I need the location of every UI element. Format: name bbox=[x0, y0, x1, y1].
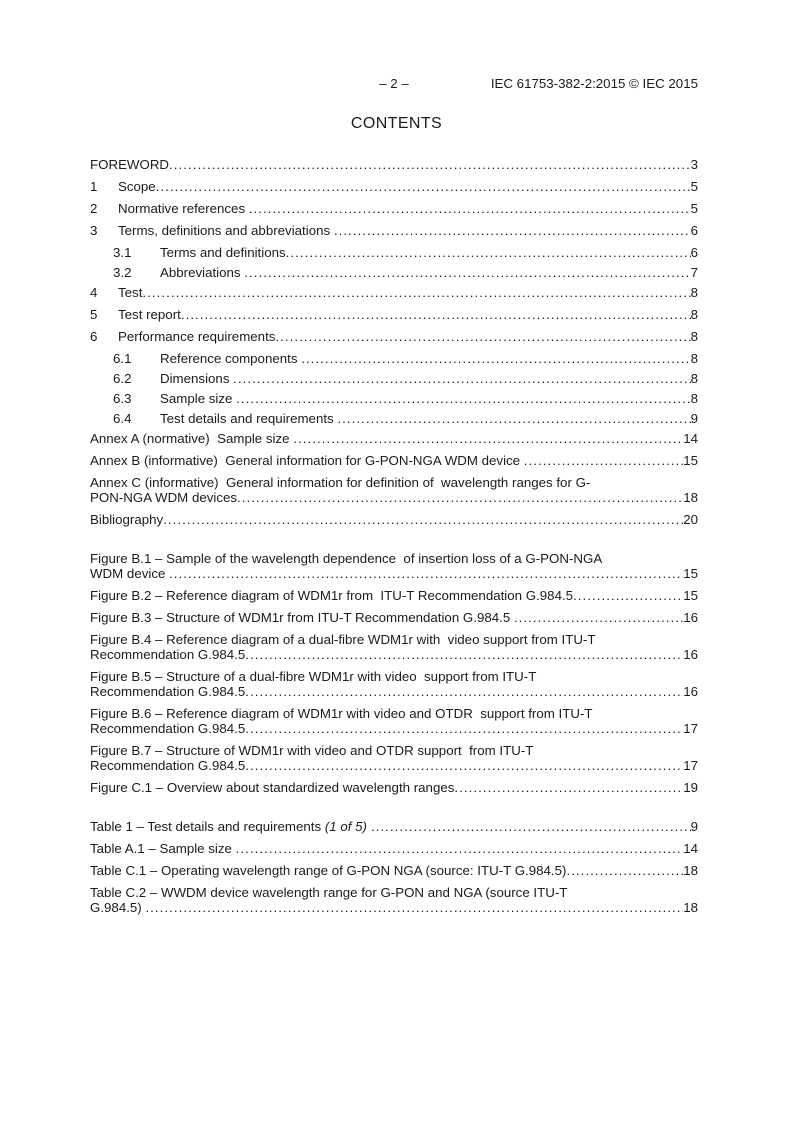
toc-entry bbox=[90, 431, 698, 446]
toc-entry-line bbox=[90, 610, 698, 625]
toc-entry-text: Reference components bbox=[160, 351, 302, 366]
toc-entry bbox=[90, 201, 698, 216]
toc-entry bbox=[90, 588, 698, 603]
toc-entry-text: Recommendation G.984.5 bbox=[90, 758, 246, 773]
toc-entry-number: 6.4 bbox=[113, 411, 132, 426]
toc-entry bbox=[90, 223, 698, 238]
toc-entry-text: WDM device bbox=[90, 566, 170, 581]
toc-entry-page: 8 bbox=[690, 391, 698, 406]
toc-entry bbox=[90, 307, 698, 322]
dot-leader bbox=[293, 431, 683, 446]
toc-entry bbox=[90, 453, 698, 468]
toc-entry bbox=[90, 245, 698, 260]
toc-entry-line bbox=[90, 721, 698, 736]
toc-entry-line bbox=[113, 351, 698, 366]
toc-entry bbox=[90, 475, 698, 505]
toc-entry-line bbox=[113, 411, 698, 426]
dot-leader bbox=[524, 453, 683, 468]
dot-leader bbox=[371, 819, 691, 834]
toc-entry bbox=[90, 265, 698, 280]
dot-leader bbox=[573, 588, 683, 603]
toc-entry-page: 6 bbox=[690, 245, 698, 260]
toc-entry-text: Bibliography bbox=[90, 512, 164, 527]
toc-entry-line bbox=[113, 245, 698, 260]
toc-entry-page: 16 bbox=[683, 684, 698, 699]
toc-entry bbox=[90, 863, 698, 878]
dot-leader bbox=[301, 351, 690, 366]
toc-entry-page: 9 bbox=[690, 411, 698, 426]
dot-leader bbox=[181, 307, 691, 322]
dot-leader bbox=[237, 490, 683, 505]
toc-group-sections bbox=[90, 157, 698, 527]
toc-entry bbox=[90, 743, 698, 773]
toc-entry-text: Normative references bbox=[118, 201, 249, 216]
toc-entry-number: 3 bbox=[90, 223, 98, 238]
toc-entry bbox=[90, 841, 698, 856]
dot-leader bbox=[156, 179, 691, 194]
toc-entry-number: 1 bbox=[90, 179, 98, 194]
dot-leader bbox=[245, 684, 683, 699]
document-reference: IEC 61753-382-2:2015 © IEC 2015 bbox=[490, 76, 698, 91]
dot-leader bbox=[244, 265, 690, 280]
toc-entry bbox=[90, 157, 698, 172]
toc-entry bbox=[90, 669, 698, 699]
toc-entry-text: Performance requirements bbox=[118, 329, 276, 344]
dot-leader bbox=[245, 758, 683, 773]
toc-entry bbox=[90, 411, 698, 426]
toc-entry-page: 14 bbox=[683, 431, 698, 446]
toc-entry-text: Scope bbox=[118, 179, 156, 194]
toc-entry-line bbox=[90, 307, 698, 322]
toc-entry-text: Recommendation G.984.5 bbox=[90, 647, 246, 662]
toc-entry-page: 15 bbox=[683, 453, 698, 468]
toc-entry-line bbox=[90, 900, 698, 915]
toc-entry-text: Test report bbox=[118, 307, 181, 322]
toc-entry-page: 5 bbox=[690, 201, 698, 216]
toc-entry-page: 7 bbox=[690, 265, 698, 280]
dot-leader bbox=[249, 201, 691, 216]
toc-entry-line bbox=[90, 780, 698, 795]
toc-entry bbox=[90, 610, 698, 625]
toc-entry-text: Test details and requirements bbox=[160, 411, 338, 426]
dot-leader bbox=[454, 780, 683, 795]
dot-leader bbox=[566, 863, 683, 878]
toc-entry-number: 6.1 bbox=[113, 351, 132, 366]
toc-entry-text: Figure B.7 – Structure of WDM1r with video and OTDR support from ITU-T bbox=[90, 743, 534, 758]
toc-entry bbox=[90, 706, 698, 736]
toc-entry-line bbox=[90, 201, 698, 216]
toc-entry-page: 16 bbox=[683, 647, 698, 662]
dot-leader bbox=[286, 245, 691, 260]
toc-entry bbox=[90, 885, 698, 915]
toc-entry-line bbox=[90, 588, 698, 603]
toc-entry-page: 17 bbox=[683, 721, 698, 736]
toc-entry-text: Annex B (informative) General information for G-PON-NGA WDM device bbox=[90, 453, 524, 468]
toc-entry-page: 18 bbox=[683, 863, 698, 878]
toc-entry-text: Figure B.1 – Sample of the wavelength dependence of insertion loss of a G-PON-NGA bbox=[90, 551, 603, 566]
toc-entry-text: Annex A (normative) Sample size bbox=[90, 431, 294, 446]
toc-entry-text-italic: (1 of 5) bbox=[324, 819, 367, 834]
toc-entry-page: 6 bbox=[690, 223, 698, 238]
toc-entry-line bbox=[90, 684, 698, 699]
dot-leader bbox=[334, 223, 691, 238]
toc-entry-page: 8 bbox=[690, 329, 698, 344]
dot-leader bbox=[163, 512, 683, 527]
dot-leader bbox=[275, 329, 690, 344]
toc-entry-line bbox=[90, 179, 698, 194]
dot-leader bbox=[169, 157, 691, 172]
toc-entry-text: Table C.2 – WWDM device wavelength range for G-PON and NGA (source ITU-T bbox=[90, 885, 568, 900]
toc-entry-line bbox=[90, 512, 698, 527]
toc-entry bbox=[90, 819, 698, 834]
toc-entry-text: Figure B.2 – Reference diagram of WDM1r from ITU-T Recommendation G.984.5 bbox=[90, 588, 574, 603]
toc-entry-line bbox=[90, 223, 698, 238]
toc-entry-page: 14 bbox=[683, 841, 698, 856]
toc-entry bbox=[90, 391, 698, 406]
toc-entry-text: Terms, definitions and abbreviations bbox=[118, 223, 334, 238]
toc-entry-page: 17 bbox=[683, 758, 698, 773]
toc-entry-text: Figure B.3 – Structure of WDM1r from ITU-T Recommendation G.984.5 bbox=[90, 610, 514, 625]
toc-entry-page: 8 bbox=[690, 351, 698, 366]
toc-entry-line bbox=[90, 453, 698, 468]
toc-entry-number: 2 bbox=[90, 201, 98, 216]
toc-entry-line bbox=[113, 371, 698, 386]
toc-entry-text: Figure B.5 – Structure of a dual-fibre WDM1r with video support from ITU-T bbox=[90, 669, 537, 684]
toc-entry bbox=[90, 551, 698, 581]
toc-entry-page: 8 bbox=[690, 371, 698, 386]
toc-entry-line bbox=[90, 490, 698, 505]
toc-group-figures bbox=[90, 551, 698, 795]
toc-entry-text: Table A.1 – Sample size bbox=[90, 841, 236, 856]
toc-entry-text: Dimensions bbox=[160, 371, 234, 386]
toc-entry-line bbox=[90, 566, 698, 581]
toc-entry-text: Recommendation G.984.5 bbox=[90, 721, 246, 736]
toc-entry-line bbox=[90, 841, 698, 856]
toc-entry-page: 8 bbox=[690, 307, 698, 322]
page-header bbox=[90, 76, 698, 92]
dot-leader bbox=[337, 411, 690, 426]
toc-entry-number: 6.2 bbox=[113, 371, 132, 386]
dot-leader bbox=[145, 900, 683, 915]
dot-leader bbox=[169, 566, 683, 581]
toc-entry-page: 16 bbox=[683, 610, 698, 625]
toc-entry bbox=[90, 371, 698, 386]
dot-leader bbox=[245, 721, 683, 736]
toc-entry-text: Figure C.1 – Overview about standardized wavelength ranges bbox=[90, 780, 455, 795]
toc-entry-line bbox=[90, 647, 698, 662]
toc-entry-number: 5 bbox=[90, 307, 98, 322]
page-number-marker: – 2 – bbox=[379, 76, 409, 91]
toc-entry-text: Terms and definitions bbox=[160, 245, 286, 260]
table-of-contents bbox=[90, 157, 698, 922]
toc-entry-line bbox=[90, 157, 698, 172]
toc-entry-text: Figure B.6 – Reference diagram of WDM1r with video and OTDR support from ITU-T bbox=[90, 706, 593, 721]
toc-entry-line bbox=[90, 431, 698, 446]
toc-entry-page: 20 bbox=[683, 512, 698, 527]
toc-entry-page: 15 bbox=[683, 588, 698, 603]
toc-entry-text: Abbreviations bbox=[160, 265, 245, 280]
toc-entry-line bbox=[90, 819, 698, 834]
toc-entry-page: 3 bbox=[690, 157, 698, 172]
toc-group-tables bbox=[90, 819, 698, 915]
toc-entry-text: Recommendation G.984.5 bbox=[90, 684, 246, 699]
toc-entry-page: 18 bbox=[683, 900, 698, 915]
toc-entry bbox=[90, 512, 698, 527]
toc-entry bbox=[90, 632, 698, 662]
dot-leader bbox=[233, 371, 690, 386]
dot-leader bbox=[245, 647, 683, 662]
toc-entry-line bbox=[90, 863, 698, 878]
toc-entry bbox=[90, 285, 698, 300]
toc-entry-page: 5 bbox=[690, 179, 698, 194]
toc-entry-number: 3.2 bbox=[113, 265, 132, 280]
toc-entry-page: 18 bbox=[683, 490, 698, 505]
toc-entry-text: G.984.5) bbox=[90, 900, 146, 915]
toc-entry-text: Annex C (informative) General information for definition of wavelength ranges for G- bbox=[90, 475, 591, 490]
dot-leader bbox=[514, 610, 683, 625]
dot-leader bbox=[142, 285, 690, 300]
toc-entry-line bbox=[90, 329, 698, 344]
toc-entry bbox=[90, 780, 698, 795]
toc-entry-text: Table C.1 – Operating wavelength range of G-PON NGA (source: ITU-T G.984.5) bbox=[90, 863, 567, 878]
toc-entry bbox=[90, 179, 698, 194]
toc-entry-number: 4 bbox=[90, 285, 98, 300]
dot-leader bbox=[236, 841, 684, 856]
toc-entry-text: PON-NGA WDM devices bbox=[90, 490, 238, 505]
toc-entry-line bbox=[90, 285, 698, 300]
toc-entry bbox=[90, 329, 698, 344]
toc-entry-text: Table 1 – Test details and requirements bbox=[90, 819, 325, 834]
toc-entry-number: 3.1 bbox=[113, 245, 132, 260]
dot-leader bbox=[236, 391, 690, 406]
toc-entry-text: Figure B.4 – Reference diagram of a dual-fibre WDM1r with video support from ITU-T bbox=[90, 632, 596, 647]
contents-title: CONTENTS bbox=[350, 115, 443, 132]
toc-entry-text: FOREWORD bbox=[90, 157, 170, 172]
toc-entry-number: 6.3 bbox=[113, 391, 132, 406]
toc-entry-number: 6 bbox=[90, 329, 98, 344]
toc-entry-text: Sample size bbox=[160, 391, 237, 406]
toc-entry-text: Test bbox=[118, 285, 143, 300]
toc-entry-page: 8 bbox=[690, 285, 698, 300]
toc-entry-page: 19 bbox=[683, 780, 698, 795]
toc-entry-line bbox=[113, 391, 698, 406]
toc-entry-line bbox=[113, 265, 698, 280]
toc-entry-page: 15 bbox=[683, 566, 698, 581]
toc-entry-page: 9 bbox=[690, 819, 698, 834]
toc-entry bbox=[90, 351, 698, 366]
toc-entry-line bbox=[90, 758, 698, 773]
